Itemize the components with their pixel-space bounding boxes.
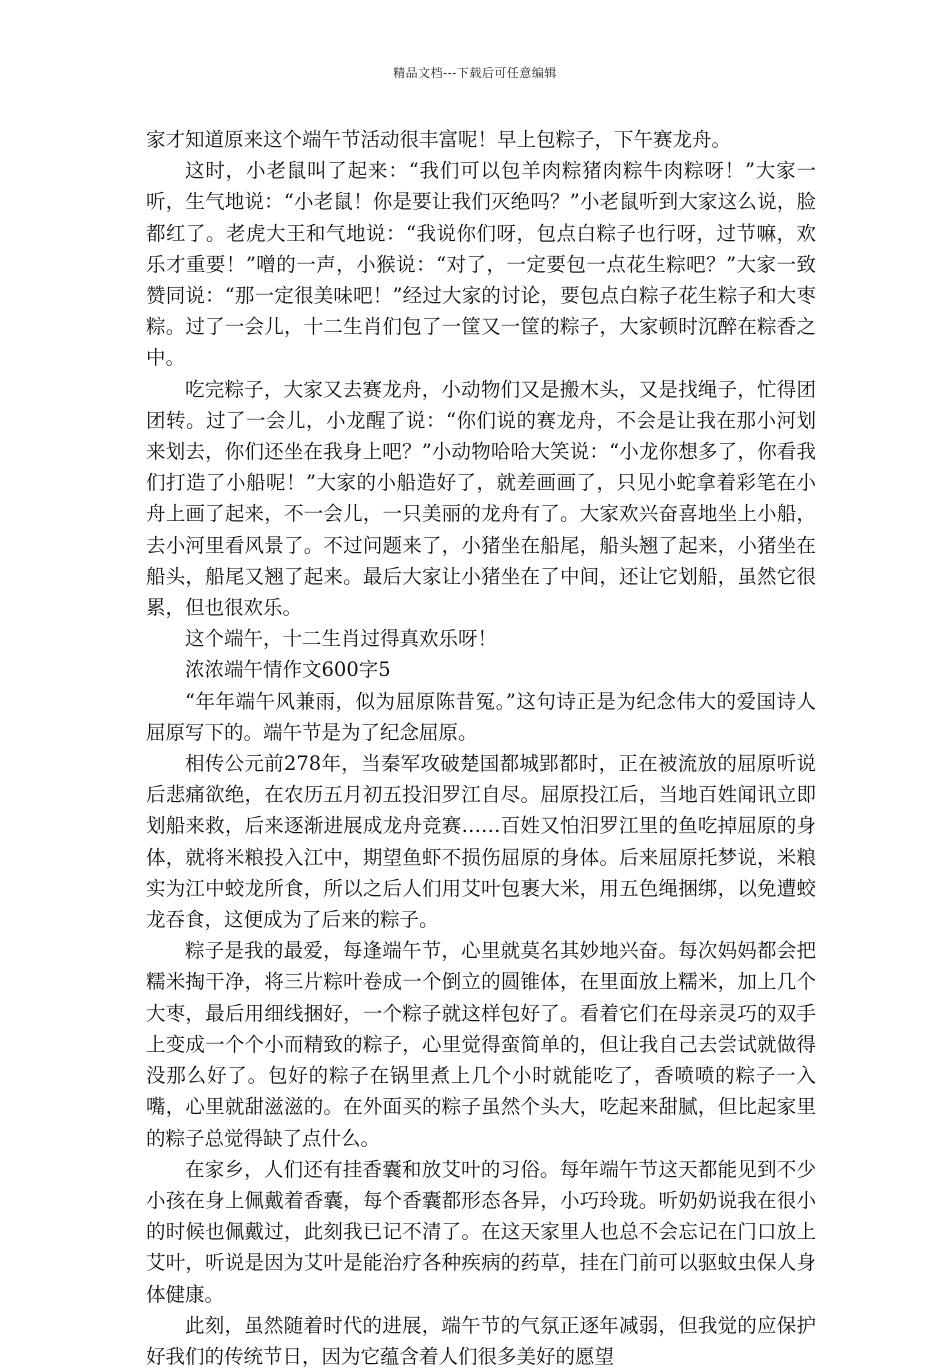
paragraph: 这个端午，十二生肖过得真欢乐呀！ [185, 627, 498, 651]
paragraph: 此刻，虽然随着时代的进展，端午节的气氛正逐年减弱，但我觉的应保护好我们的传统节日，因为它蕴含着人们很多美好的愿望 [146, 1313, 816, 1368]
paragraph: “年年端午风兼雨，似为屈原陈昔冤。”这句诗正是为纪念伟大的爱国诗人屈原写下的。端午节是为了纪念屈原。 [146, 689, 816, 744]
document-body [146, 124, 816, 1372]
section-heading: 浓浓端午情作文600字5 [185, 658, 391, 682]
page-header: 精品文档---下载后可任意编辑 [393, 66, 557, 80]
paragraph: 家才知道原来这个端午节活动很丰富呢！早上包粽子，下午赛龙舟。 [146, 128, 732, 151]
paragraph: 粽子是我的最爱，每逢端午节，心里就莫名其妙地兴奋。每次妈妈都会把糯米掏干净，将三片粽叶卷成一个倒立的圆锥体，在里面放上糯米，加上几个大枣，最后用细线捆好，一个粽子就这样包好了。看着它们在母亲灵巧的双手上变成一个个小而精致的粽子，心里觉得蛮简单的，但让我自己去尝试就做得没那么好了。包好的粽子在锅里煮上几个小时就能吃了，香喷喷的粽子一入嘴，心里就甜滋滋的。在外面买的粽子虽然个头大，吃起来甜腻，但比起家里的粽子总觉得缺了点什么。 [146, 939, 816, 1150]
paragraph: 这时，小老鼠叫了起来：“我们可以包羊肉粽猪肉粽牛肉粽呀！”大家一听，生气地说：“小老鼠！你是要让我们灭绝吗？”小老鼠听到大家这么说，脸都红了。老虎大王和气地说：“我说你们呀，包点白粽子也行呀，过节嘛，欢乐才重要！”噌的一声，小猴说：“对了，一定要包一点花生粽吧？”大家一致赞同说：“那一定很美味吧！”经过大家的讨论，要包点白粽子花生粽子和大枣粽。过了一会儿，十二生肖们包了一筐又一筐的粽子，大家顿时沉醉在粽香之中。 [146, 159, 816, 370]
paragraph: 在家乡，人们还有挂香囊和放艾叶的习俗。每年端午节这天都能见到不少小孩在身上佩戴着香囊，每个香囊都形态各异，小巧玲珑。听奶奶说我在很小的时候也佩戴过，此刻我已记不清了。在这天家里人也总不会忘记在门口放上艾叶，听说是因为艾叶是能治疗各种疾病的药草，挂在门前可以驱蚊虫保人身体健康。 [146, 1157, 816, 1306]
paragraph: 吃完粽子，大家又去赛龙舟，小动物们又是搬木头，又是找绳子，忙得团团转。过了一会儿，小龙醒了说：“你们说的赛龙舟，不会是让我在那小河划来划去，你们还坐在我身上吧？”小动物哈哈大笑说：“小龙你想多了，你看我们打造了小船呢！”大家的小船造好了，就差画画了，只见小蛇拿着彩笔在小舟上画了起来，不一会儿，一只美丽的龙舟有了。大家欢兴奋喜地坐上小船，去小河里看风景了。不过问题来了，小猪坐在船尾，船头翘了起来，小猪坐在船头，船尾又翘了起来。最后大家让小猪坐在了中间，还让它划船，虽然它很累，但也很欢乐。 [146, 377, 816, 620]
paragraph: 相传公元前278年，当秦军攻破楚国都城郢都时，正在被流放的屈原听说后悲痛欲绝，在农历五月初五投汨罗江自尽。屈原投江后，当地百姓闻讯立即划船来救，后来逐渐进展成龙舟竞赛……百姓又怕汨罗江里的鱼吃掉屈原的身体，就将米粮投入江中，期望鱼虾不损伤屈原的身体。后来屈原托梦说，米粮实为江中蛟龙所食，所以之后人们用艾叶包裹大米，用五色绳捆绑，以免遭蛟龙吞食，这便成为了后来的粽子。 [146, 752, 816, 932]
